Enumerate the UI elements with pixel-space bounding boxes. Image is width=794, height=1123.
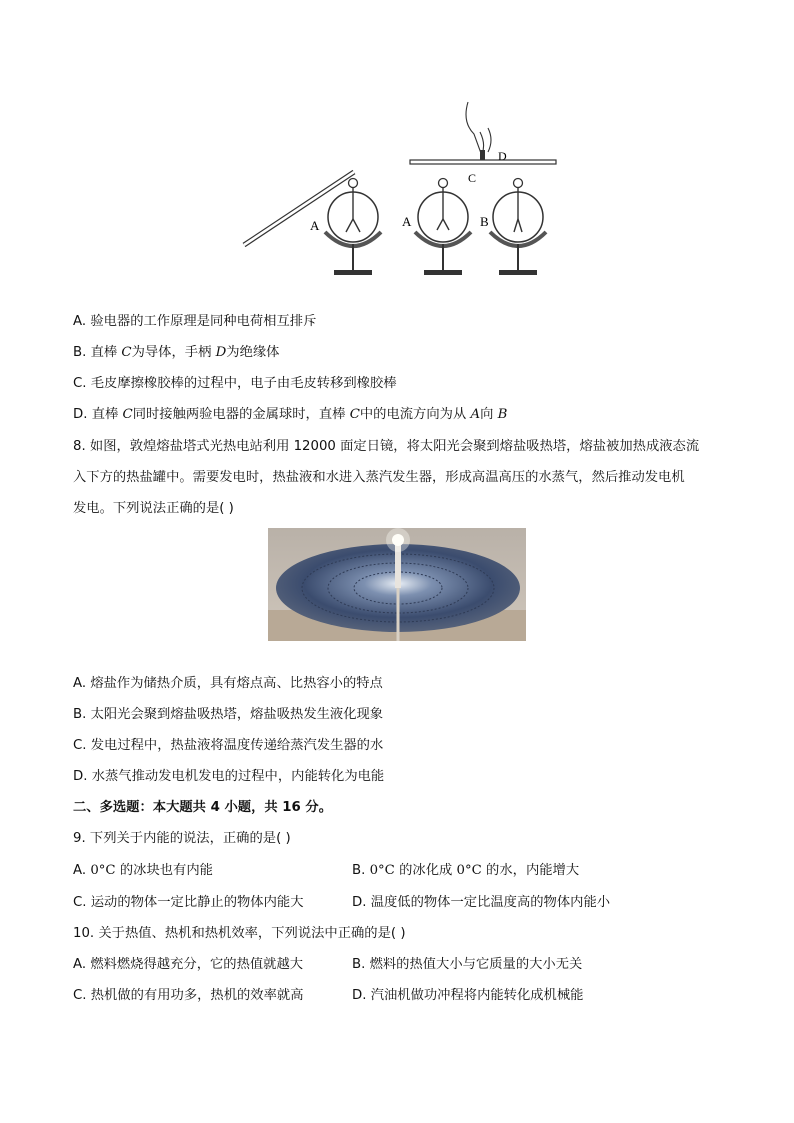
electroscope-figure [230, 92, 570, 282]
q8-option-d: D. 水蒸气推动发电机发电的过程中，内能转化为电能 [73, 769, 385, 784]
q10-stem: 10. 关于热值、热机和热机效率，下列说法中正确的是( ) [73, 926, 406, 941]
q10-option-c: C. 热机做的有用功多，热机的效率就高 [73, 988, 304, 1003]
section-title: 二、多选题：本大题共 4 小题，共 16 分。 [73, 800, 333, 815]
electroscope-icon [325, 179, 381, 276]
label-c: C [468, 171, 477, 185]
q7-option-b: B. 直棒 C为导体，手柄 D为绝缘体 [73, 345, 280, 360]
q7-option-a: A. 验电器的工作原理是同种电荷相互排斥 [73, 314, 317, 329]
q9-option-b: B. 0°C 的冰化成 0°C 的水，内能增大 [352, 863, 580, 878]
q8-stem-line2: 入下方的热盐罐中。需要发电时，热盐液和水进入蒸汽发生器，形成高温高压的水蒸气，然后推动发电机 [73, 470, 685, 485]
q9-option-d: D. 温度低的物体一定比温度高的物体内能小 [352, 895, 611, 910]
electroscope-icon [415, 179, 471, 276]
solar-plant-photo [268, 528, 526, 641]
metal-rod-icon [410, 160, 556, 164]
label-a-left: A [310, 218, 320, 233]
q10-option-d: D. 汽油机做功冲程将内能转化成机械能 [352, 988, 584, 1003]
q8-option-a: A. 熔盐作为储热介质，具有熔点高、比热容小的特点 [73, 676, 383, 691]
q8-stem-line1: 8. 如图，敦煌熔盐塔式光热电站利用 12000 面定日镜，将太阳光会聚到熔盐吸热塔，熔盐被加热成液态流 [73, 439, 700, 454]
hand-icon [466, 102, 491, 160]
glass-rod-icon [244, 172, 354, 245]
q8-option-c: C. 发电过程中，热盐液将温度传递给蒸汽发生器的水 [73, 738, 384, 753]
q8-option-b: B. 太阳光会聚到熔盐吸热塔，熔盐吸热发生液化现象 [73, 707, 384, 722]
q9-option-c: C. 运动的物体一定比静止的物体内能大 [73, 895, 304, 910]
label-b-right: B [480, 214, 489, 229]
q9-option-a: A. 0°C 的冰块也有内能 [73, 863, 213, 878]
label-d: D [498, 149, 507, 163]
q8-stem-line3: 发电。下列说法正确的是( ) [73, 501, 234, 516]
electroscope-icon [490, 179, 546, 276]
q10-option-b: B. 燃料的热值大小与它质量的大小无关 [352, 957, 583, 972]
q7-option-c: C. 毛皮摩擦橡胶棒的过程中，电子由毛皮转移到橡胶棒 [73, 376, 397, 391]
q7-option-d: D. 直棒 C同时接触两验电器的金属球时，直棒 C中的电流方向为从 A向 B [73, 407, 508, 422]
q10-option-a: A. 燃料燃烧得越充分，它的热值就越大 [73, 957, 304, 972]
label-a-right: A [402, 214, 412, 229]
q9-stem: 9. 下列关于内能的说法，正确的是( ) [73, 831, 291, 846]
